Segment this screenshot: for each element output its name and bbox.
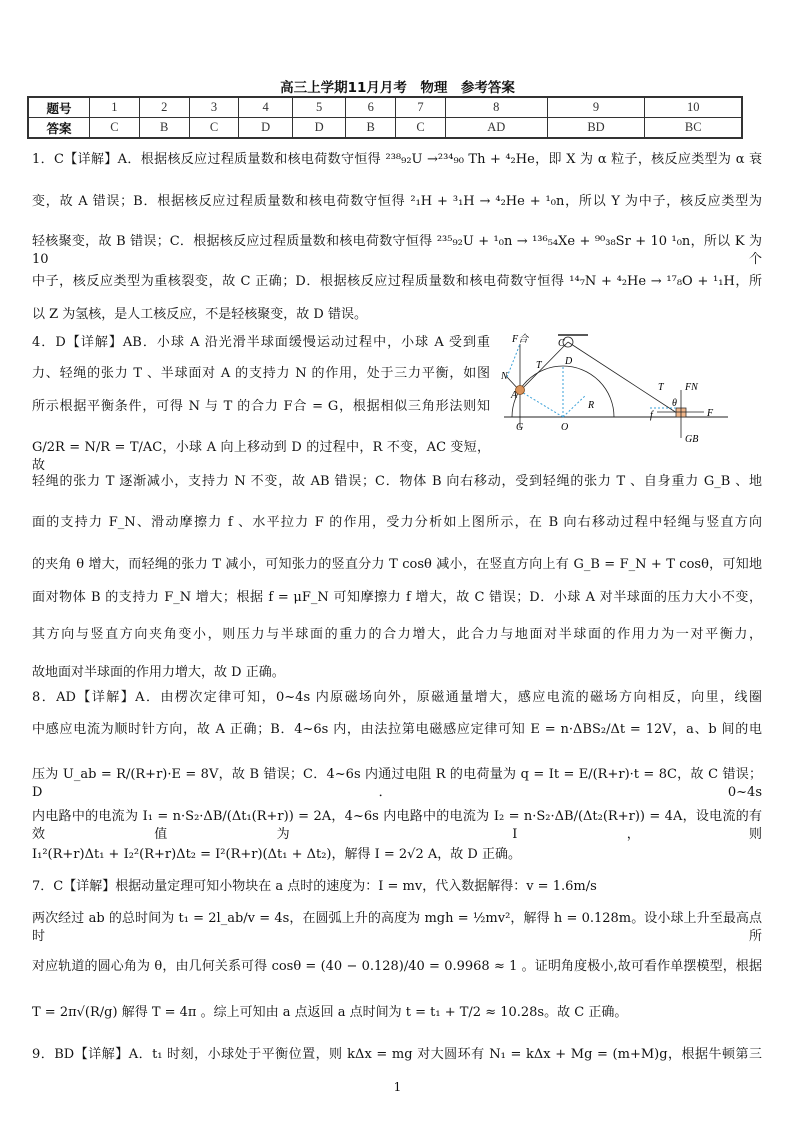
table-cell: C <box>189 118 239 139</box>
table-cell: 1 <box>90 97 140 118</box>
text-line: G/2R = N/R = T/AC，小球 A 向上移动到 D 的过程中，R 不变，AC 变短，故 <box>32 440 490 473</box>
table-row-questions <box>28 97 742 118</box>
table-cell: BC <box>645 118 742 139</box>
text-line: 故地面对半球面的作用力增大，故 D 正确。 <box>32 665 285 680</box>
table-cell: C <box>90 118 140 139</box>
answer-table <box>27 96 743 139</box>
text-line: 7．C【详解】根据动量定理可知小物块在 a 点时的速度为：I = mv，代入数据解得：v = 1.6m/s <box>32 879 597 894</box>
label-c: C <box>558 338 565 349</box>
text-line: 以 Z 为氢核，是人工核反应，不是轻核聚变，故 D 错误。 <box>32 307 367 322</box>
text-line: 力、轻绳的张力 T 、半球面对 A 的支持力 N 的作用，处于三力平衡，如图 <box>32 366 490 381</box>
parallelogram <box>507 344 520 377</box>
rope-ac <box>520 342 568 391</box>
radius-r <box>563 395 586 417</box>
table-cell: AD <box>445 118 547 139</box>
text-line: 4．D【详解】AB．小球 A 沿光滑半球面缓慢运动过程中，小球 A 受到重 <box>32 335 490 350</box>
force-diagram <box>500 330 730 445</box>
page-title: 高三上学期11月月考 物理 参考答案 <box>280 80 515 96</box>
text-line: 面的支持力 F_N、滑动摩擦力 f 、水平拉力 F 的作用，受力分析如上图所示，在 B 向右移动过程中轻绳与竖直方向 <box>32 515 762 530</box>
table-cell: 10 <box>645 97 742 118</box>
text-line: 压为 U_ab = R/(R+r)·E = 8V，故 B 错误；C．4~6s 内通过电阻 R 的电荷量为 q = It = E/(R+r)·t = 8C，故 C 错误；D．0~4s <box>32 767 762 800</box>
text-line: T = 2π√(R/g) 解得 T = 4π 。综上可知由 a 点返回 a 点时间为 t = t₁ + T/2 ≈ 10.28s。故 C 正确。 <box>32 1005 628 1020</box>
table-cell: 7 <box>396 97 446 118</box>
table-cell: 5 <box>292 97 345 118</box>
text-line: I₁²(R+r)Δt₁ + I₂²(R+r)Δt₂ = I²(R+r)(Δt₁ + Δt₂)，解得 I = 2√2 A，故 D 正确。 <box>32 847 521 862</box>
table-cell: C <box>396 118 446 139</box>
text-line: 变，故 A 错误；B．根据核反应过程质量数和核电荷数守恒得 ²₁H + ³₁H → ⁴₂He + ¹₀n，所以 Y 为中子，核反应类型为 <box>32 194 762 209</box>
table-cell: 3 <box>189 97 239 118</box>
table-cell: B <box>139 118 189 139</box>
text-line: 所示根据平衡条件，可得 N 与 T 的合力 F合 = G，根据相似三角形法则知 <box>32 399 490 414</box>
text-line: 两次经过 ab 的总时间为 t₁ = 2l_ab/v = 4s，在圆弧上升的高度为 mgh = ½mv²，解得 h = 0.128m。设小球上升至最高点时所 <box>32 911 762 944</box>
label-o: O <box>561 422 569 433</box>
table-cell: B <box>346 118 396 139</box>
row-header-answer: 答案 <box>28 118 90 139</box>
text-line: 内电路中的电流为 I₁ = n·S₂·ΔB/(Δt₁(R+r)) = 2A，4~6s 内电路中的电流为 I₂ = n·S₂·ΔB/(Δt₂(R+r)) = 4A，设电流的有效值为 I，则 <box>32 809 762 842</box>
table-cell: D <box>292 118 345 139</box>
text-line: 其方向与竖直方向夹角变小，则压力与半球面的重力的合力增大，此合力与地面对半球面的作用力为一对平衡力， <box>32 627 762 642</box>
label-f-friction: f <box>650 410 653 421</box>
label-g: G <box>516 422 524 433</box>
table-cell: 8 <box>445 97 547 118</box>
table-cell: BD <box>547 118 645 139</box>
radius-oa <box>520 391 563 417</box>
text-line: 轻绳的张力 T 逐渐减小，支持力 N 不变，故 AB 错误；C．物体 B 向右移动，受到轻绳的张力 T 、自身重力 G_B 、地 <box>32 474 762 489</box>
text-line: 面对物体 B 的支持力 F_N 增大；根据 f = μF_N 可知摩擦力 f 增大，故 C 错误；D．小球 A 对半球面的压力大小不变， <box>32 590 762 605</box>
label-r: R <box>588 400 595 411</box>
label-t-right: T <box>658 382 664 393</box>
rope-cb <box>568 342 680 415</box>
page-number: 1 <box>393 1080 402 1094</box>
label-f: F <box>707 408 714 419</box>
table-cell: D <box>239 118 292 139</box>
label-fhe: F合 <box>512 334 529 345</box>
text-line: 的夹角 θ 增大，而轻绳的张力 T 减小，可知张力的竖直分力 T cosθ 减小，在竖直方向上有 G_B = F_N + T cosθ，可知地 <box>32 557 762 572</box>
text-line: 9．BD【详解】A．t₁ 时刻，小球处于平衡位置，则 kΔx = mg 对大圆环有 N₁ = kΔx + Mg = (m+M)g，根据牛顿第三 <box>32 1047 762 1062</box>
table-row-answers <box>28 118 742 139</box>
row-header-question: 题号 <box>28 97 90 118</box>
text-line: 8．AD【详解】A．由楞次定律可知，0~4s 内原磁场向外，原磁通量增大，感应电流的磁场方向相反，向里，线圈 <box>32 690 762 705</box>
text-line: 对应轨道的圆心角为 θ，由几何关系可得 cosθ = (40 − 0.128)/40 = 0.9968 ≈ 1 。证明角度极小,故可看作单摆模型，根据 <box>32 959 762 974</box>
table-cell: 4 <box>239 97 292 118</box>
table-cell: 6 <box>346 97 396 118</box>
text-line: 轻核聚变，故 B 错误；C．根据核反应过程质量数和核电荷数守恒得 ²³⁵₉₂U + ¹₀n → ¹³⁶₅₄Xe + ⁹⁰₃₈Sr + 10 ¹₀n，所以 K 为 10 个 <box>32 234 762 267</box>
text-line: 中子，核反应类型为重核裂变，故 C 正确；D．根据核反应过程质量数和核电荷数守恒得 ¹⁴₇N + ⁴₂He → ¹⁷₈O + ¹₁H，所 <box>32 274 762 289</box>
label-t-left: T <box>536 360 542 371</box>
text-line: 中感应电流为顺时针方向，故 A 正确；B．4~6s 内，由法拉第电磁感应定律可知 E = n·ΔBS₂/Δt = 12V，a、b 间的电 <box>32 722 762 737</box>
label-gb: GB <box>685 434 699 445</box>
label-n: N <box>501 371 508 382</box>
label-theta: θ <box>672 398 677 409</box>
label-fn: FN <box>685 382 698 393</box>
text-line: 1．C【详解】A．根据核反应过程质量数和核电荷数守恒得 ²³⁸₉₂U →²³⁴₉₀ Th + ⁴₂He，即 X 为 α 粒子，核反应类型为 α 衰 <box>32 152 762 167</box>
table-cell: 2 <box>139 97 189 118</box>
label-a: A <box>511 390 518 401</box>
table-cell: 9 <box>547 97 645 118</box>
label-d: D <box>565 356 573 367</box>
